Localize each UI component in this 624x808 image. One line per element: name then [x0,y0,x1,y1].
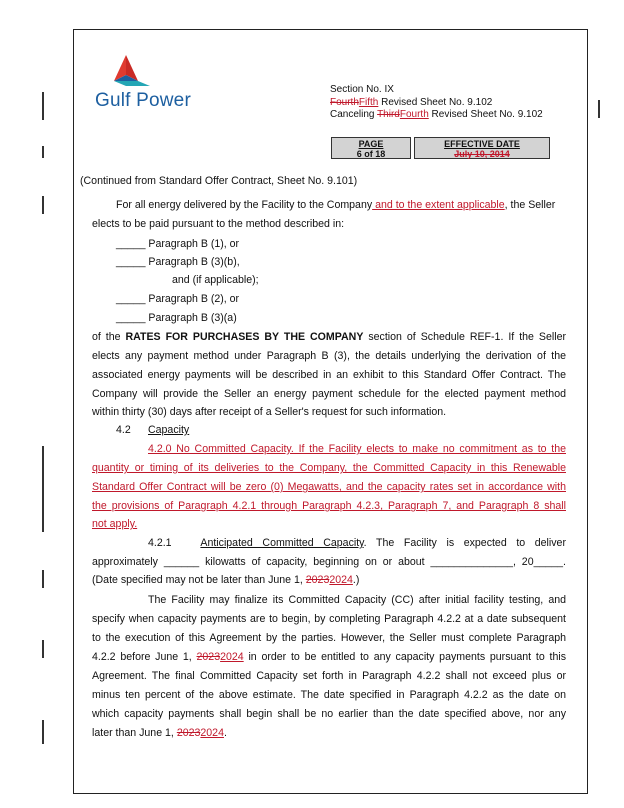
option-line: and (if applicable); [172,274,259,286]
revision-bar [42,640,44,658]
company-name: Gulf Power [95,90,191,111]
paragraph-line: of the RATES FOR PURCHASES BY THE COMPANY section of Schedule REF-1. If the Seller [92,331,566,343]
paragraph-line: minus ten percent of the above estimate. The date specified in Paragraph 4.2.2 as the date on [92,689,566,701]
paragraph-line: (Date specified may not be later than June 1, 20232024.) [92,574,360,586]
revision-bar [598,100,600,118]
paragraph-line: elects any payment method under Paragraph B (3), the details underlying the derivation of the [92,350,566,362]
revision-bar [42,570,44,588]
option-line: _____ Paragraph B (3)(b), [116,256,240,268]
paragraph-line: approximately ______ kilowatts of capacity, beginning on or about ______________, 20_____. [92,556,566,568]
inserted-line: not apply. [92,518,138,530]
revision-bar [42,446,44,532]
paragraph-line: within thirty (30) days after receipt of a Seller's request for such information. [92,406,447,418]
effective-date-box: EFFECTIVE DATE July 10, 2014 [414,137,550,159]
paragraph-line: later than June 1, 20232024. [92,727,227,739]
inserted-line: 4.2.0 No Committed Capacity. If the Facility elects to make no commitment as to the [148,443,566,455]
page-box: PAGE 6 of 18 [331,137,411,159]
paragraph-line: Company will provide the Seller an energy payment schedule for the elected payment method [92,388,566,400]
revision-bar [42,146,44,158]
paragraph-line: 4.2.1 Anticipated Committed Capacity. The Facility is expected to deliver [148,537,566,549]
option-line: _____ Paragraph B (3)(a) [116,312,237,324]
revision-bar [42,92,44,120]
gulf-power-logo-icon [96,55,156,89]
paragraph-line: specify when capacity payments are to begin, by completing Paragraph 4.2.2 at a date subsequent [92,613,566,625]
revision-bar [42,196,44,214]
option-line: _____ Paragraph B (2), or [116,293,240,305]
inserted-line: quantity or timing of its deliveries to the Company, the Committed Capacity in this Renewable [92,462,566,474]
option-line: _____ Paragraph B (1), or [116,238,240,250]
paragraph-line: 4.2.2 before June 1, 20232024 in order to be entitled to any capacity payments pursuant to this [92,651,566,663]
paragraph-line: For all energy delivered by the Facility to the Company and to the extent applicable, the Seller [116,199,556,211]
paragraph-line: which capacity payments shall begin shall be no earlier than the date specified above, nor any [92,708,566,720]
paragraph-line: Agreement. The final Committed Capacity set forth in Paragraph 4.2.2 shall not exceed plus or [92,670,566,682]
paragraph-line: to the execution of this Agreement by the parties. However, the Seller must complete Paragraph [92,632,566,644]
section-number: 4.2 [116,424,131,436]
revised-sheet: FourthFifth Revised Sheet No. 9.102 [330,96,493,108]
paragraph-line: The Facility may finalize its Committed Capacity (CC) after initial facility testing, and [148,594,566,606]
revision-bar [42,720,44,744]
paragraph-line: elects to be paid pursuant to the method described in: [92,218,345,230]
inserted-line: the provisions of Paragraph 4.2.1 through Paragraph 4.2.3, Paragraph 7, and Paragraph 8 shall [92,500,566,512]
continued-note: (Continued from Standard Offer Contract, Sheet No. 9.101) [80,175,358,187]
inserted-line: Standard Offer Contract will be zero (0) Megawatts, and the capacity rates set in accordance with [92,481,566,493]
section-number: Section No. IX [330,84,394,95]
canceling-sheet: Canceling ThirdFourth Revised Sheet No. 9.102 [330,109,543,120]
sheet-header [330,84,543,122]
paragraph-line: associated energy payments will be described in an exhibit to this Standard Offer Contract. The [92,369,566,381]
section-title: Capacity [148,424,190,436]
